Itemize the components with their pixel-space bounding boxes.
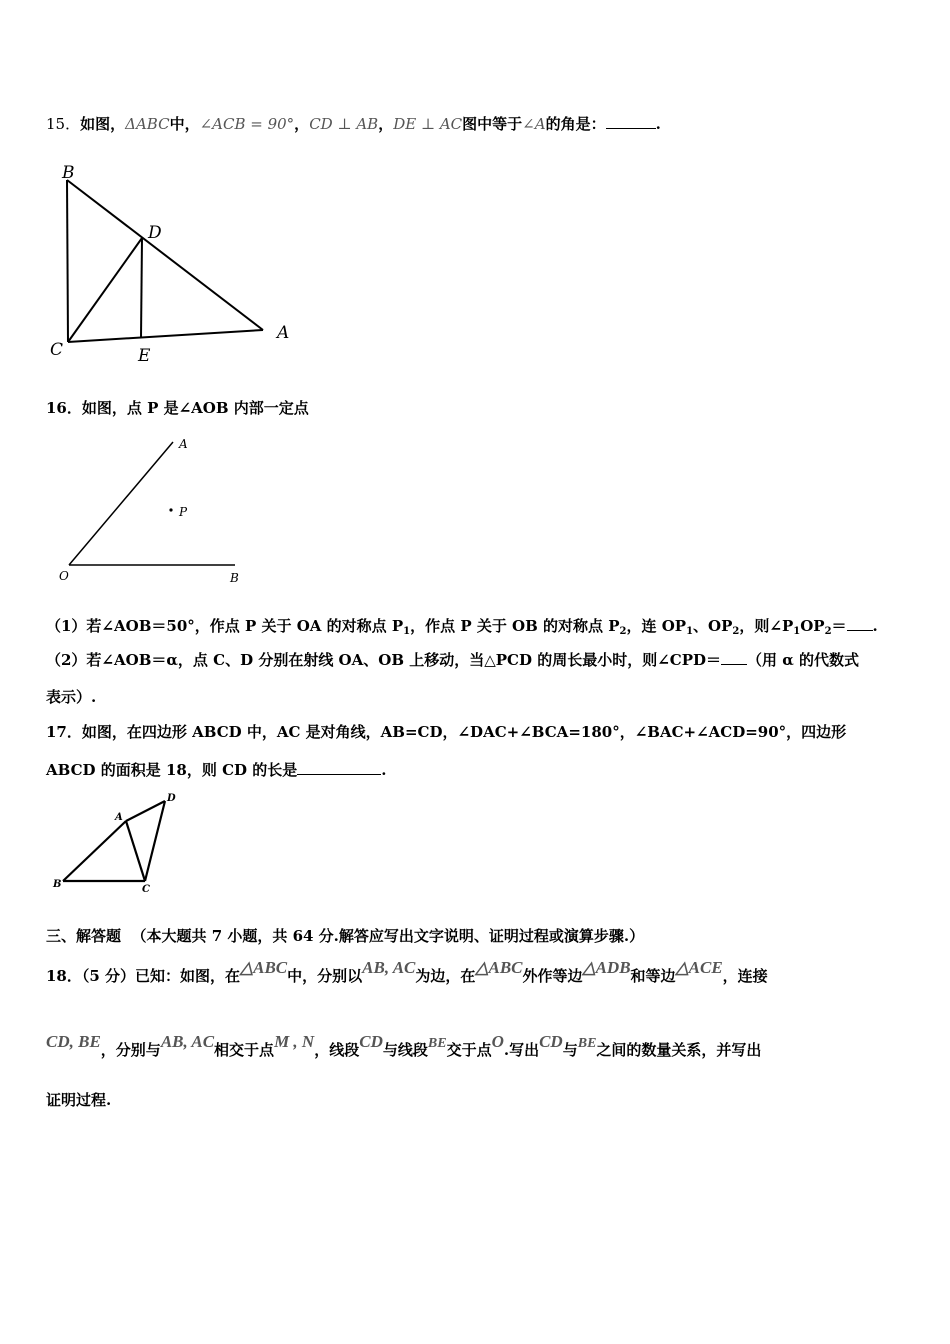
math-triangle-abc: ΔABC — [125, 115, 170, 133]
answer-blank — [847, 616, 873, 631]
q16-stem: 16．如图，点 P 是∠AOB 内部一定点 — [46, 399, 309, 417]
q15-number: 15． — [46, 115, 81, 133]
segment-de — [141, 238, 142, 338]
label-p: P — [179, 505, 188, 519]
label-b: B — [62, 163, 75, 183]
label-d: D — [167, 793, 176, 804]
label-e: E — [138, 346, 151, 366]
label-b: B — [53, 879, 62, 890]
math-de-perp-ac: DE ⊥ AC — [393, 115, 463, 133]
q16-part2-cont: 表示）. — [46, 688, 97, 706]
ray-oa — [69, 442, 173, 565]
segment-dc — [145, 801, 165, 881]
q18-line3: 证明过程. — [46, 1091, 112, 1109]
segment-ad — [126, 801, 165, 821]
label-b: B — [230, 571, 239, 585]
q18-line1: 18．（5 分）已知：如图，在△ABC中，分别以AB, AC为边，在△ABC外作等边△ADB和等边△ACE，连接 — [46, 958, 768, 985]
q17-figure — [50, 788, 200, 898]
math-angle-acb: ∠ACB = 90° — [199, 115, 295, 133]
label-c: C — [50, 340, 64, 360]
label-o: O — [59, 569, 69, 583]
math-angle-a: ∠A — [522, 115, 546, 133]
q16-figure — [55, 430, 275, 590]
label-d: D — [148, 223, 162, 243]
segment-ba — [63, 821, 126, 881]
q16-part1: （1）若∠AOB＝50°，作点 P 关于 OA 的对称点 $P_1$，作点 P 关于 OB 的对称点 $P_2$，连 $OP_1$、$OP_2$，则$\angle P_1OP_2=$ . — [46, 617, 878, 637]
label-a: A — [179, 437, 188, 451]
q15-figure — [45, 160, 305, 370]
segment-ac — [126, 821, 145, 881]
answer-blank — [721, 650, 747, 665]
section-3-heading — [46, 926, 644, 946]
math-cd-perp-ab: CD ⊥ AB — [309, 115, 379, 133]
q18-line2: CD, BE，分别与AB, AC相交于点M , N，线段CD与线段BE交于点O.写出CD与BE之间的数量关系，并写出 — [46, 1032, 762, 1059]
section-desc: （本大题共 7 小题，共 64 分.解答应写出文字说明、证明过程或演算步骤.） — [131, 927, 645, 945]
answer-blank — [297, 760, 381, 775]
answer-blank — [606, 114, 656, 129]
label-a: A — [277, 323, 290, 343]
segment-ca — [68, 330, 263, 342]
q15-text: 15．如图，ΔABC中，∠ACB = 90°，CD ⊥ AB，DE ⊥ AC图中等于∠A的角是： . — [46, 115, 661, 133]
label-c: C — [142, 884, 150, 895]
segment-cd — [68, 238, 142, 342]
q17-stem-line1: 17．如图，在四边形 ABCD 中，AC 是对角线，AB=CD，∠DAC+∠BCA=180°，∠BAC+∠ACD=90°，四边形 — [46, 723, 847, 741]
segment-bc — [67, 180, 68, 342]
segment-ba — [67, 180, 263, 330]
q17-stem-line2: ABCD 的面积是 18，则 CD 的长是 . — [46, 761, 387, 779]
label-a: A — [115, 812, 123, 823]
section-title: 三、解答题 — [46, 927, 122, 945]
q16-part2: （2）若∠AOB＝α，点 C、D 分别在射线 OA、OB 上移动，当△PCD 的周长最小时，则∠CPD＝ （用 α 的代数式 — [46, 651, 859, 669]
point-p — [169, 508, 172, 511]
